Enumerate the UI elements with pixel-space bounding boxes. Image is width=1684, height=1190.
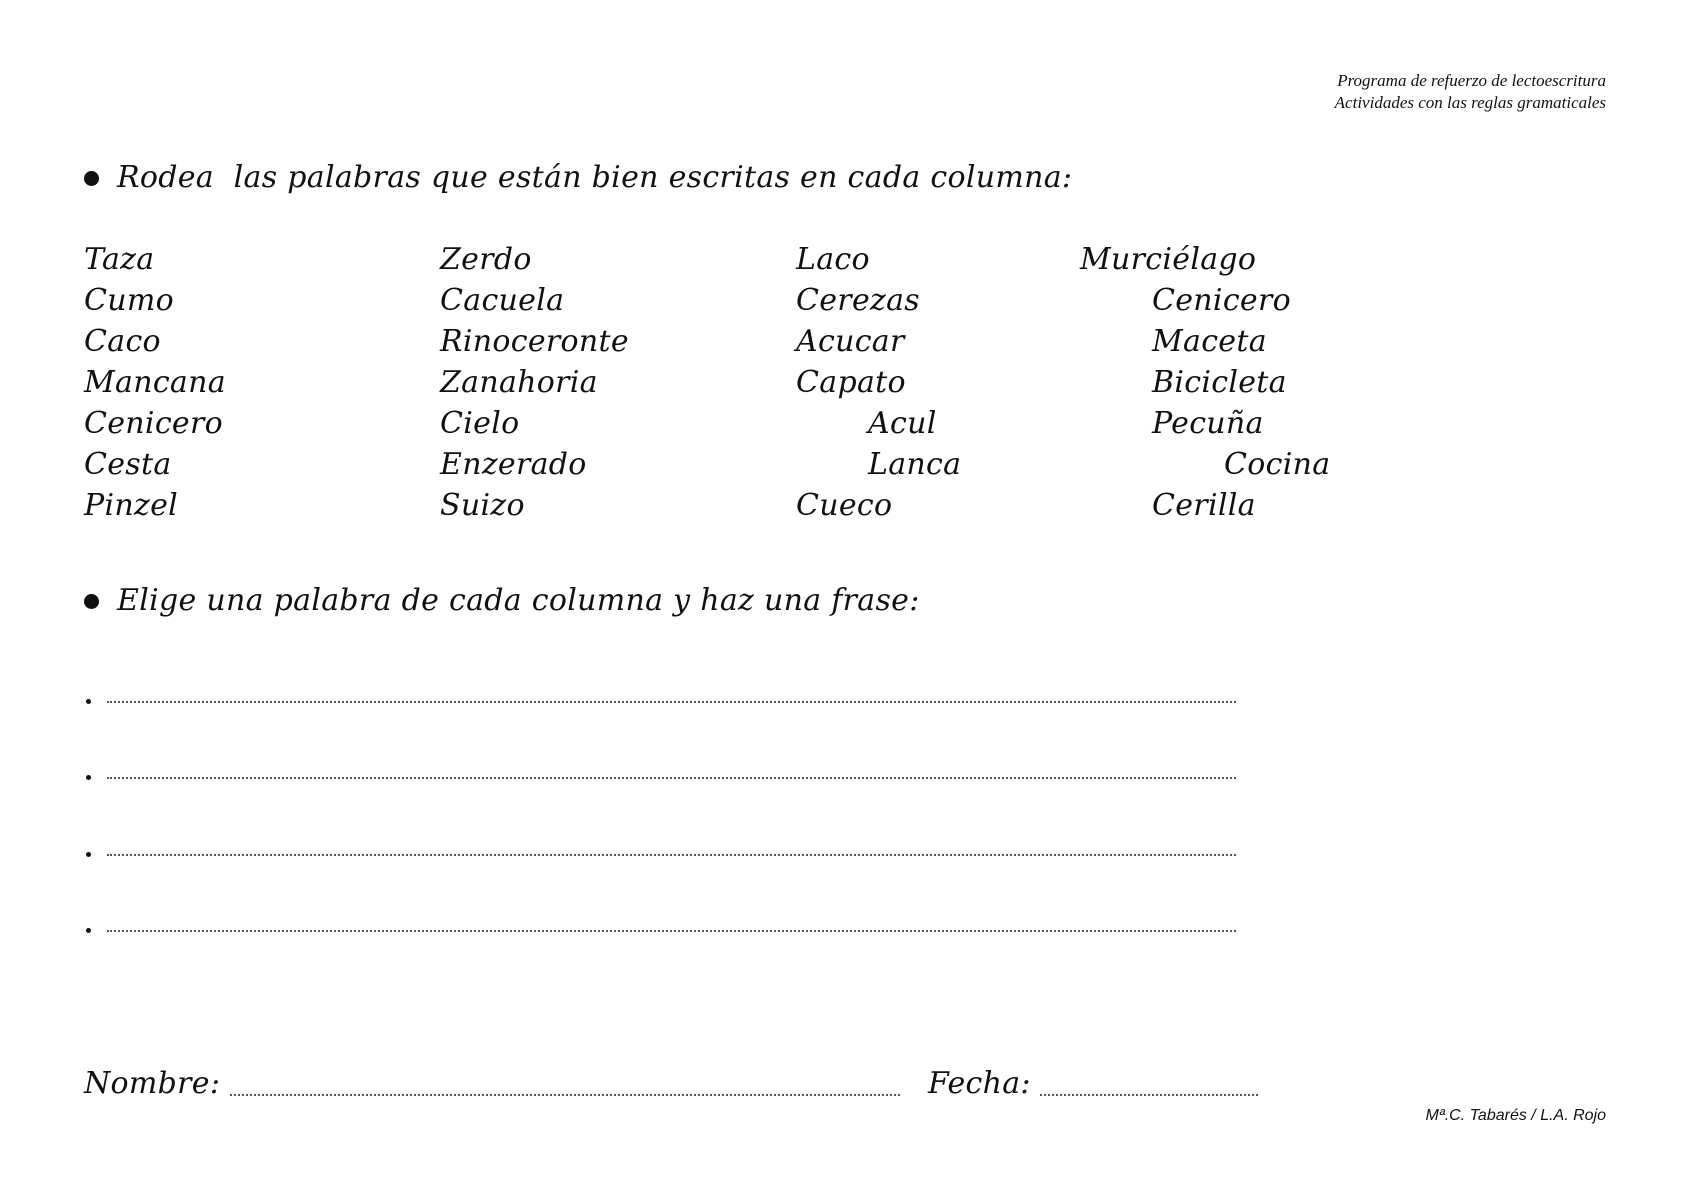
word-col3-3[interactable]: Acucar [796, 324, 905, 359]
dotted-line [107, 701, 1236, 703]
small-bullet-icon [86, 775, 91, 780]
word-col4-4[interactable]: Bicicleta [1152, 365, 1287, 400]
small-bullet-icon [86, 928, 91, 933]
word-col4-5[interactable]: Pecuña [1152, 406, 1264, 441]
word-col1-6[interactable]: Cesta [84, 447, 172, 482]
answer-line-1[interactable] [86, 686, 1236, 706]
word-col2-6[interactable]: Enzerado [440, 447, 587, 482]
word-col3-2[interactable]: Cerezas [796, 283, 920, 318]
word-col2-1[interactable]: Zerdo [440, 242, 532, 277]
word-col4-3[interactable]: Maceta [1152, 324, 1267, 359]
word-col4-7[interactable]: Cerilla [1152, 488, 1256, 523]
header-program-title: Programa de refuerzo de lectoescritura [1337, 71, 1606, 90]
word-col3-4[interactable]: Capato [796, 365, 906, 400]
bullet-icon [84, 171, 99, 186]
word-col1-1[interactable]: Taza [84, 242, 155, 277]
word-col2-3[interactable]: Rinoceronte [440, 324, 629, 359]
answer-line-2[interactable] [86, 762, 1236, 782]
word-col3-6[interactable]: Lanca [868, 447, 962, 482]
word-col2-4[interactable]: Zanahoria [440, 365, 598, 400]
exercise-1-instruction-text: Rodea las palabras que están bien escritas en cada columna: [117, 160, 1073, 195]
small-bullet-icon [86, 852, 91, 857]
small-bullet-icon [86, 699, 91, 704]
word-col1-3[interactable]: Caco [84, 324, 161, 359]
word-col4-2[interactable]: Cenicero [1152, 283, 1291, 318]
date-label: Fecha: [928, 1066, 1031, 1101]
word-col2-5[interactable]: Cielo [440, 406, 520, 441]
word-col3-5[interactable]: Acul [868, 406, 937, 441]
word-col4-1[interactable]: Murciélago [1080, 242, 1257, 277]
dotted-line [107, 777, 1236, 779]
word-col1-2[interactable]: Cumo [84, 283, 174, 318]
name-field[interactable] [230, 1094, 900, 1096]
exercise-2-instruction-text: Elige una palabra de cada columna y haz una frase: [117, 583, 920, 618]
word-col1-5[interactable]: Cenicero [84, 406, 223, 441]
bullet-icon [84, 594, 99, 609]
word-col2-2[interactable]: Cacuela [440, 283, 565, 318]
answer-line-4[interactable] [86, 915, 1236, 935]
answer-line-3[interactable] [86, 839, 1236, 859]
word-col4-6[interactable]: Cocina [1224, 447, 1331, 482]
name-label: Nombre: [84, 1066, 221, 1101]
exercise-1-instruction [84, 160, 1072, 196]
page-header [1335, 70, 1606, 114]
word-col1-4[interactable]: Mancana [84, 365, 226, 400]
exercise-2-instruction [84, 583, 920, 619]
word-col3-7[interactable]: Cueco [796, 488, 893, 523]
word-col3-1[interactable]: Laco [796, 242, 870, 277]
author-credit: Mª.C. Tabarés / L.A. Rojo [1425, 1107, 1606, 1124]
dotted-line [107, 854, 1236, 856]
word-col2-7[interactable]: Suizo [440, 488, 525, 523]
header-activity-title: Actividades con las reglas gramaticales [1334, 93, 1606, 112]
dotted-line [107, 930, 1236, 932]
date-field[interactable] [1040, 1094, 1258, 1096]
word-col1-7[interactable]: Pinzel [84, 488, 179, 523]
